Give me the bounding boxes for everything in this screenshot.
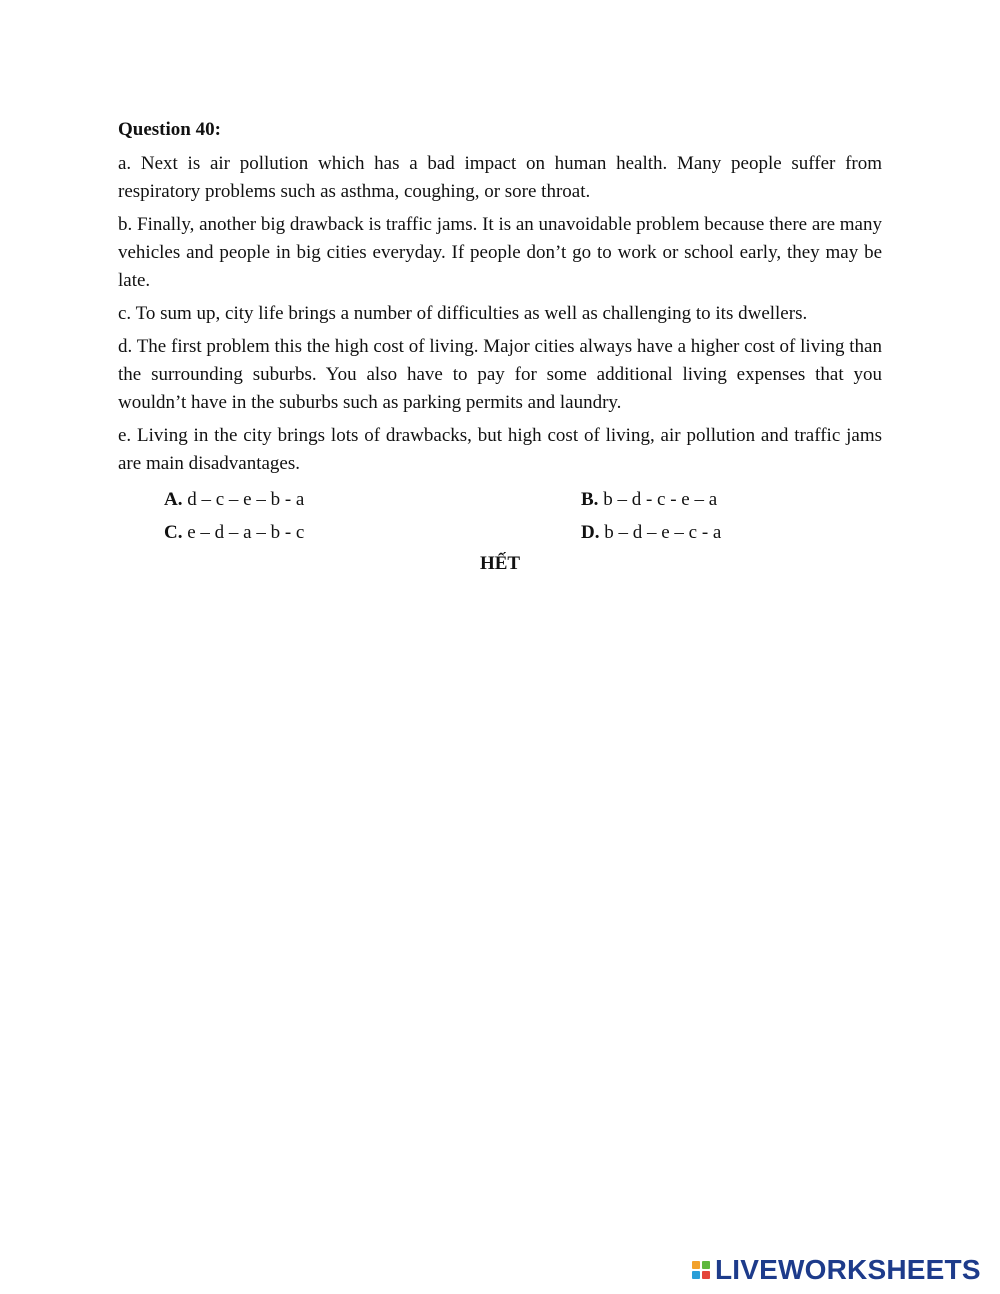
logo-square-3 xyxy=(692,1271,700,1279)
question-title: Question 40: xyxy=(118,119,221,140)
answer-options xyxy=(118,483,882,549)
option-a xyxy=(164,483,304,516)
logo-mark-icon xyxy=(692,1261,710,1279)
paragraph-d: d. The first problem this the high cost of living. Major cities always have a higher cost of living than the surrounding suburbs. You also have to pay for some additional living expenses that you wouldn’t have in the suburbs such as parking permits and laundry. xyxy=(118,336,882,413)
options-row-2 xyxy=(118,516,882,549)
option-d-text: b – d – e – c - a xyxy=(599,522,722,543)
liveworksheets-logo xyxy=(692,1254,981,1286)
logo-square-2 xyxy=(702,1261,710,1269)
paragraph-b: b. Finally, another big drawback is traffic jams. It is an unavoidable problem because there are many vehicles and people in big cities everyday. If people don’t go to work or school early, they may be late. xyxy=(118,214,882,291)
option-a-text: d – c – e – b - a xyxy=(182,489,305,510)
worksheet-page xyxy=(118,116,882,579)
option-d-letter: D. xyxy=(581,522,600,543)
option-a-letter: A. xyxy=(164,489,183,510)
option-c-letter: C. xyxy=(164,522,183,543)
logo-square-1 xyxy=(692,1261,700,1269)
option-c xyxy=(164,516,304,549)
logo-text: LIVEWORKSHEETS xyxy=(715,1254,981,1285)
options-row-1 xyxy=(118,483,882,516)
option-b-letter: B. xyxy=(581,489,599,510)
option-c-text: e – d – a – b - c xyxy=(182,522,305,543)
paragraph-c: c. To sum up, city life brings a number of difficulties as well as challenging to its dwellers. xyxy=(118,303,808,324)
option-b-text: b – d - c - e – a xyxy=(598,489,718,510)
option-b xyxy=(581,483,717,516)
option-d xyxy=(581,516,721,549)
end-marker: HẾT xyxy=(479,553,521,574)
logo-square-4 xyxy=(702,1271,710,1279)
paragraph-a: a. Next is air pollution which has a bad impact on human health. Many people suffer from respiratory problems such as asthma, coughing, or sore throat. xyxy=(118,153,882,202)
paragraph-e: e. Living in the city brings lots of drawbacks, but high cost of living, air pollution and traffic jams are main disadvantages. xyxy=(118,425,882,474)
